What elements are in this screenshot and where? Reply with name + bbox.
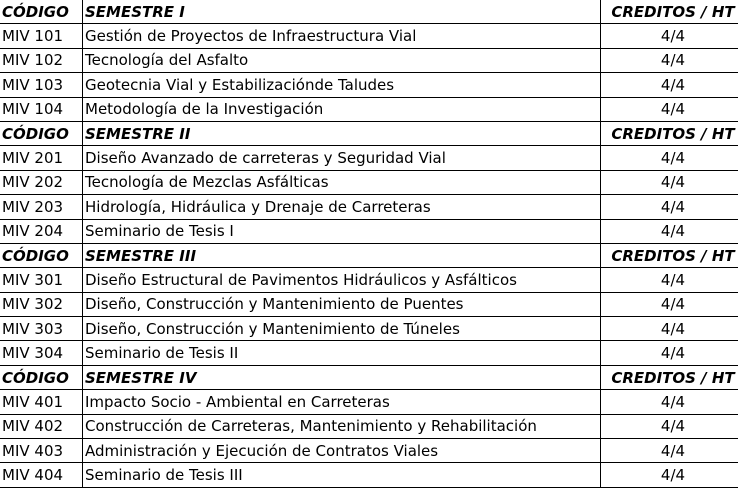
- course-code: MIV 203: [0, 195, 83, 219]
- course-credits: 4/4: [601, 24, 738, 48]
- course-name: Construcción de Carreteras, Mantenimiento y Rehabilitación: [83, 414, 601, 438]
- semester-header-row: [0, 121, 738, 145]
- course-row: [0, 439, 738, 463]
- course-code: MIV 101: [0, 24, 83, 48]
- code-column-header: CÓDIGO: [0, 243, 83, 267]
- course-row: [0, 48, 738, 72]
- course-credits: 4/4: [601, 463, 738, 487]
- course-credits: 4/4: [601, 390, 738, 414]
- course-credits: 4/4: [601, 414, 738, 438]
- course-credits: 4/4: [601, 195, 738, 219]
- semester-header-row: [0, 365, 738, 389]
- course-credits: 4/4: [601, 146, 738, 170]
- credits-column-header: CREDITOS / HT: [601, 0, 738, 24]
- course-code: MIV 202: [0, 170, 83, 194]
- code-column-header: CÓDIGO: [0, 121, 83, 145]
- course-row: [0, 24, 738, 48]
- course-row: [0, 317, 738, 341]
- course-code: MIV 402: [0, 414, 83, 438]
- course-credits: 4/4: [601, 292, 738, 316]
- course-row: [0, 97, 738, 121]
- course-row: [0, 146, 738, 170]
- course-name: Tecnología de Mezclas Asfálticas: [83, 170, 601, 194]
- course-name: Seminario de Tesis II: [83, 341, 601, 365]
- course-code: MIV 201: [0, 146, 83, 170]
- course-row: [0, 268, 738, 292]
- course-row: [0, 390, 738, 414]
- code-column-header: CÓDIGO: [0, 365, 83, 389]
- course-name: Diseño, Construcción y Mantenimiento de Puentes: [83, 292, 601, 316]
- course-code: MIV 401: [0, 390, 83, 414]
- course-credits: 4/4: [601, 48, 738, 72]
- course-credits: 4/4: [601, 317, 738, 341]
- course-code: MIV 301: [0, 268, 83, 292]
- course-name: Administración y Ejecución de Contratos Viales: [83, 439, 601, 463]
- course-name: Hidrología, Hidráulica y Drenaje de Carreteras: [83, 195, 601, 219]
- semester-title: SEMESTRE IV: [83, 365, 601, 389]
- course-row: [0, 414, 738, 438]
- course-name: Impacto Socio - Ambiental en Carreteras: [83, 390, 601, 414]
- course-name: Diseño Estructural de Pavimentos Hidráulicos y Asfálticos: [83, 268, 601, 292]
- semester-title: SEMESTRE III: [83, 243, 601, 267]
- semester-header-row: [0, 0, 738, 24]
- course-code: MIV 304: [0, 341, 83, 365]
- credits-column-header: CREDITOS / HT: [601, 243, 738, 267]
- course-row: [0, 463, 738, 487]
- course-credits: 4/4: [601, 219, 738, 243]
- course-code: MIV 404: [0, 463, 83, 487]
- course-credits: 4/4: [601, 268, 738, 292]
- course-code: MIV 302: [0, 292, 83, 316]
- course-name: Diseño Avanzado de carreteras y Seguridad Vial: [83, 146, 601, 170]
- course-credits: 4/4: [601, 170, 738, 194]
- course-name: Diseño, Construcción y Mantenimiento de Túneles: [83, 317, 601, 341]
- credits-column-header: CREDITOS / HT: [601, 365, 738, 389]
- course-credits: 4/4: [601, 97, 738, 121]
- course-row: [0, 341, 738, 365]
- course-row: [0, 170, 738, 194]
- credits-column-header: CREDITOS / HT: [601, 121, 738, 145]
- semester-title: SEMESTRE II: [83, 121, 601, 145]
- course-code: MIV 102: [0, 48, 83, 72]
- course-code: MIV 403: [0, 439, 83, 463]
- course-name: Gestión de Proyectos de Infraestructura Vial: [83, 24, 601, 48]
- course-name: Seminario de Tesis III: [83, 463, 601, 487]
- course-name: Geotecnia Vial y Estabilizaciónde Taludes: [83, 73, 601, 97]
- course-row: [0, 73, 738, 97]
- course-code: MIV 303: [0, 317, 83, 341]
- course-row: [0, 292, 738, 316]
- course-row: [0, 219, 738, 243]
- course-credits: 4/4: [601, 73, 738, 97]
- code-column-header: CÓDIGO: [0, 0, 83, 24]
- course-code: MIV 204: [0, 219, 83, 243]
- semester-title: SEMESTRE I: [83, 0, 601, 24]
- course-credits: 4/4: [601, 439, 738, 463]
- semester-header-row: [0, 243, 738, 267]
- course-code: MIV 103: [0, 73, 83, 97]
- course-code: MIV 104: [0, 97, 83, 121]
- course-name: Tecnología del Asfalto: [83, 48, 601, 72]
- course-row: [0, 195, 738, 219]
- course-credits: 4/4: [601, 341, 738, 365]
- course-name: Seminario de Tesis I: [83, 219, 601, 243]
- course-name: Metodología de la Investigación: [83, 97, 601, 121]
